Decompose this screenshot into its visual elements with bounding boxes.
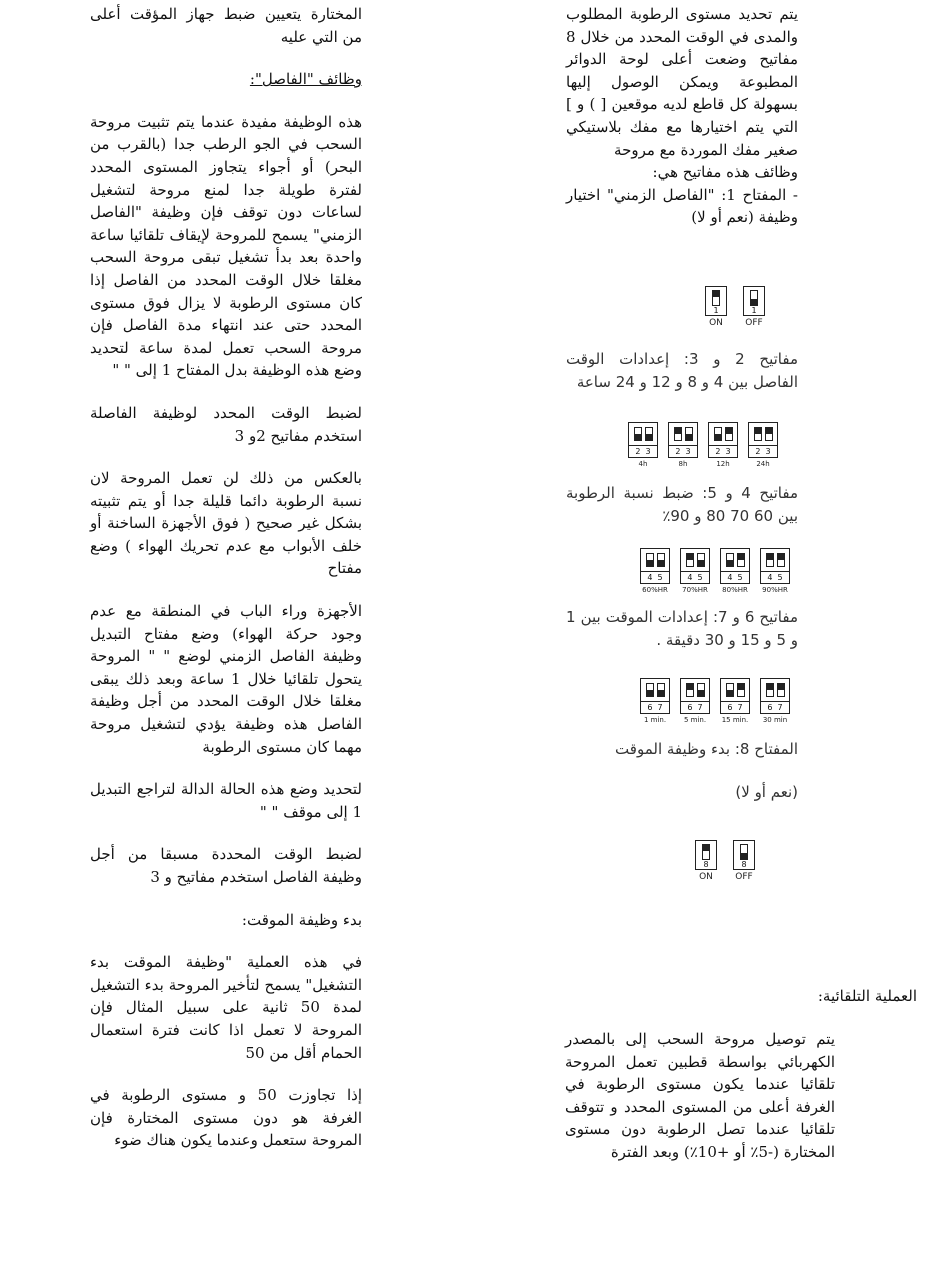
- switch1-on: 1 ON: [705, 286, 727, 328]
- left-column: [90, 3, 362, 1152]
- auto-heading: العملية التلقائية:: [817, 987, 917, 1005]
- switch23-12h: 2 3 12h: [708, 422, 738, 468]
- functions-intro: وظائف هذه مفاتيح هي:: [652, 163, 798, 182]
- interval-heading: وظائف "الفاصل":: [249, 70, 362, 89]
- left-p6: لضبط الوقت المحددة مسبقا من أجل وظيفة الفاصل استخدم مفاتيح و 3: [90, 845, 362, 886]
- switch67-15min: 6 7 15 min.: [720, 678, 750, 724]
- switch8-diagram: [695, 840, 755, 882]
- left-p1: هذه الوظيفة مفيدة عندما يتم تثبيت مروحة السحب في الجو الرطب جدا (بالقرب من البحر) أو أجواء يتجاوز المستوى المحدد لفترة طويلة جدا لمنع مروحة لتشغيل لساعات دون توقف فإن وظيفة "الفاصل الزمني" يسمح للمروحة لإيقاف تلقائيا ساعة واحدة بعد بدأ تشغيل تبقى مروحة السحب مغلقا خلال الوقت المحدد من الفاصل إذا كان مستوى الرطوبة لا يزال فوق مستوى المحدد حتى عند انتهاء مدة الفاصل فإن مروحة السحب تعمل لمدة ساعة لتحديد وضع هذه الوظيفة بدل المفتاح 1 إلى " ": [90, 112, 362, 380]
- timer-heading: بدء وظيفة الموقت:: [241, 910, 362, 929]
- left-p2: لضبط الوقت المحدد لوظيفة الفاصلة استخدم مفاتيح 2و 3: [90, 403, 362, 445]
- switch45-diagram: [640, 548, 790, 594]
- switch23-8h: 2 3 8h: [668, 422, 698, 468]
- switch23-24h: 2 3 24h: [748, 422, 778, 468]
- intro-paragraph: يتم تحديد مستوى الرطوبة المطلوب والمدى في الوقت المحدد من خلال 8 مفاتيح وضعت أعلى لوحة الدوائر المطبوعة ويمكن الوصول إليها بسهولة كل قاطع لديه موقعين [ ) و ] التي يتم اختيارها مع مفك بلاستيكي صغير مفك الموردة مع مروحة: [566, 5, 798, 159]
- switch67-description: مفاتيح 6 و 7: إعدادات الموقت بين 1 و 5 و 15 و 30 دقيقة .: [566, 608, 798, 649]
- switch45-90: 4 5 90%HR: [760, 548, 790, 594]
- left-p7: في هذه العملية "وظيفة الموقت بدء التشغيل" يسمح لتأخير المروحة بدء التشغيل لمدة 50 ثانية على سبيل المثال فإن المروحة لا تعمل اذا كانت فترة استعمال الحمام أقل من 50: [90, 953, 362, 1062]
- switch45-80: 4 5 80%HR: [720, 548, 750, 594]
- switch8-on: 8 ON: [695, 840, 717, 882]
- switch8-description: المفتاح 8: بدء وظيفة الموقت (نعم أو لا): [566, 738, 798, 803]
- switch1-description: - المفتاح 1: "الفاصل الزمني" اختيار وظيفة (نعم أو لا): [566, 185, 798, 227]
- auto-paragraph: يتم توصيل مروحة السحب إلى بالمصدر الكهربائي بواسطة قطبين تعمل المروحة تلقائيا عندما يكون مستوى الرطوبة في الغرفة أعلى من المستوى المحدد و تتوقف تلقائيا عندما تصل الرطوبة دون مستوى المختارة (-5٪ أو +10٪) وبعد الفترة: [565, 1030, 835, 1161]
- left-p4: الأجهزة وراء الباب في المنطقة مع عدم وجود حركة الهواء) وضع مفتاح التبديل وظيفة الفاصل الزمني لوضع " " المروحة يتحول تلقائيا خلال 1 ساعة وبعد ذلك يبقى مغلقا خلال الوقت المحدد من أجل وظيفة الفاصل هذه وظيفة يؤدي لتشغيل مروحة مهما كان مستوى الرطوبة: [90, 602, 363, 756]
- switch23-description: مفاتيح 2 و 3: إعدادات الوقت الفاصل بين 4 و 8 و 12 و 24 ساعة: [566, 350, 798, 391]
- left-p3: بالعكس من ذلك لن تعمل المروحة لان نسبة الرطوبة دائما قليلة جدا أو يتم تثبيته بشكل غير صحيح ( فوق الأجهزة الساخنة أو خلف الأبواب مع عدم تحريك الهواء ) وضع مفتاح: [90, 469, 362, 578]
- switch67-1min: 6 7 1 min.: [640, 678, 670, 724]
- switch8-off: 8 OFF: [733, 840, 755, 882]
- switch45-60: 4 5 60%HR: [640, 548, 670, 594]
- switch23-4h: 2 3 4h: [628, 422, 658, 468]
- switch67-diagram: [640, 678, 790, 724]
- left-p5: لتحديد وضع هذه الحالة الدالة لتراجع التبديل 1 إلى موقف " ": [90, 780, 362, 821]
- right-column: [566, 3, 798, 229]
- switch67-5min: 6 7 5 min.: [680, 678, 710, 724]
- switch23-diagram: [628, 422, 778, 468]
- switch1-off: 1 OFF: [743, 286, 765, 328]
- left-p8: إذا تجاوزت 50 و مستوى الرطوبة في الغرفة هو دون مستوى المختارة فإن المروحة ستعمل وعندما يكون هناك ضوء: [90, 1086, 362, 1150]
- switch45-70: 4 5 70%HR: [680, 548, 710, 594]
- switch45-description: مفاتيح 4 و 5: ضبط نسبة الرطوبة بين 60 70 80 و 90٪: [566, 484, 798, 525]
- switch67-30min: 6 7 30 min: [760, 678, 790, 724]
- left-p0: المختارة يتعيين ضبط جهاز المؤقت أعلى من التي عليه: [90, 5, 362, 46]
- switch8-choice: (نعم أو لا): [735, 782, 798, 801]
- switch1-diagram: [705, 286, 765, 328]
